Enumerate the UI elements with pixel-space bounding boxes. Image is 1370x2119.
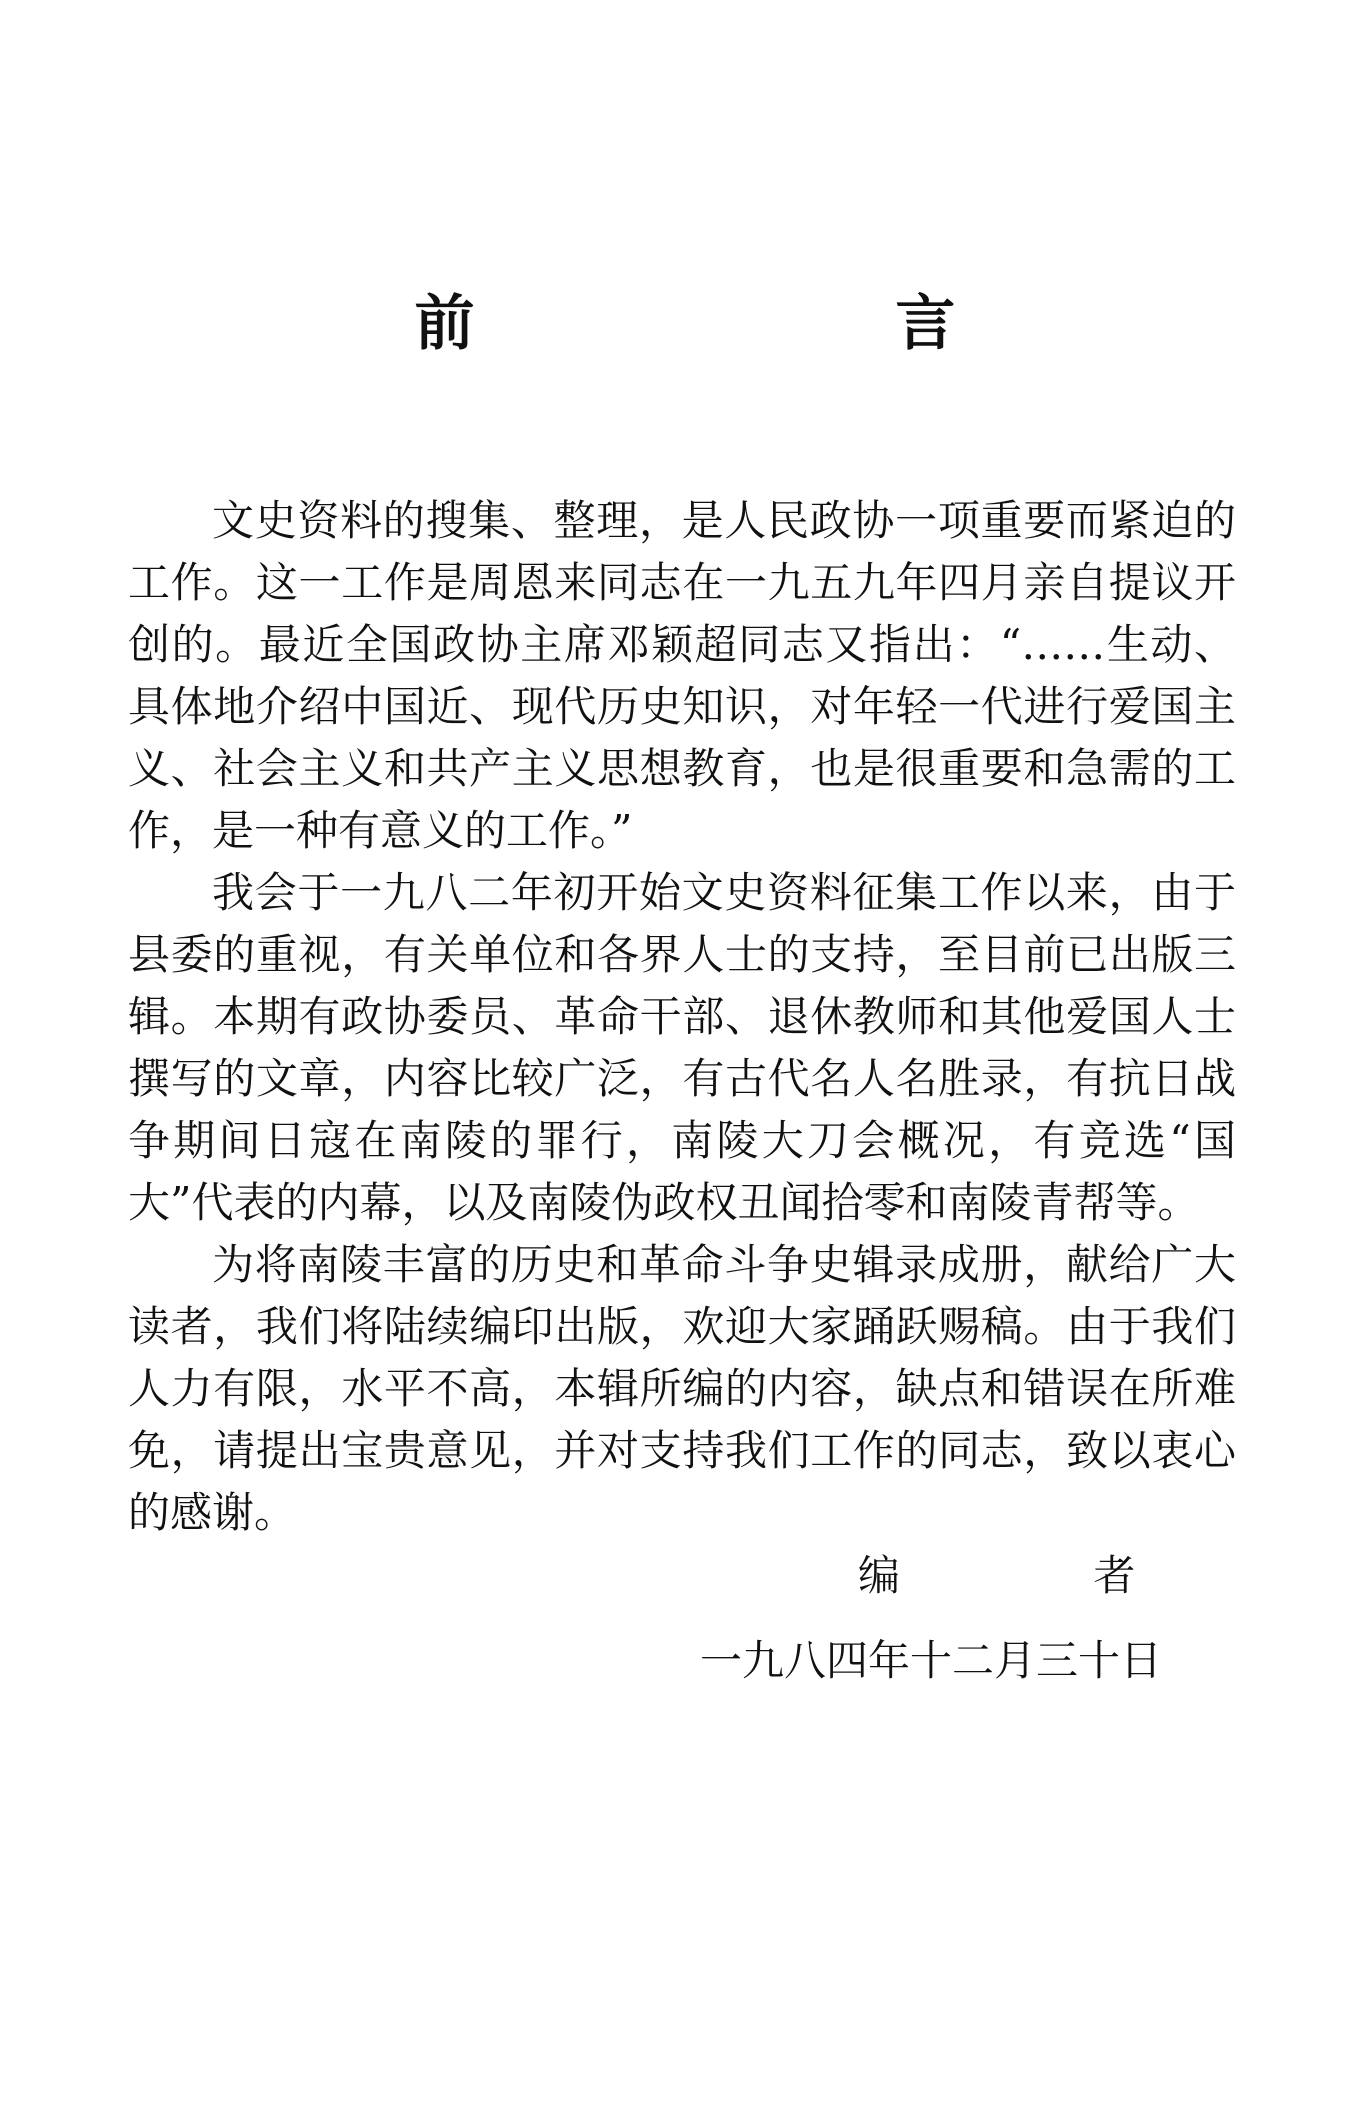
page-title: 前 言: [414, 289, 1156, 359]
preface-date: 一九八四年十二月三十日: [700, 1636, 1163, 1685]
paragraph-2: 我会于一九八二年初开始文史资料征集工作以来，由于县委的重视，有关单位和各界人士的支持，至目前已出版三辑。本期有政协委员、革命干部、退休教师和其他爱国人士撰写的文章，内容比较广泛，有古代名人名胜录，有抗日战争期间日寇在南陵的罪行，南陵大刀会概况，有竞选“国大”代表的内幕，以及南陵伪政权丑闻拾零和南陵青帮等。: [128, 868, 1236, 1227]
author-signature: 编 者: [858, 1551, 1226, 1600]
preface-body: [128, 490, 1236, 1544]
paragraph-1: 文史资料的搜集、整理，是人民政协一项重要而紧迫的工作。这一工作是周恩来同志在一九五九年四月亲自提议开创的。最近全国政协主席邓颖超同志又指出：“……生动、具体地介绍中国近、现代历史知识，对年轻一代进行爱国主义、社会主义和共产主义思想教育，也是很重要和急需的工作，是一种有意义的工作。”: [128, 496, 1236, 855]
paragraph-3: 为将南陵丰富的历史和革命斗争史辑录成册，献给广大读者，我们将陆续编印出版，欢迎大家踊跃赐稿。由于我们人力有限，水平不高，本辑所编的内容，缺点和错误在所难免，请提出宝贵意见，并对支持我们工作的同志，致以衷心的感谢。: [128, 1240, 1236, 1537]
